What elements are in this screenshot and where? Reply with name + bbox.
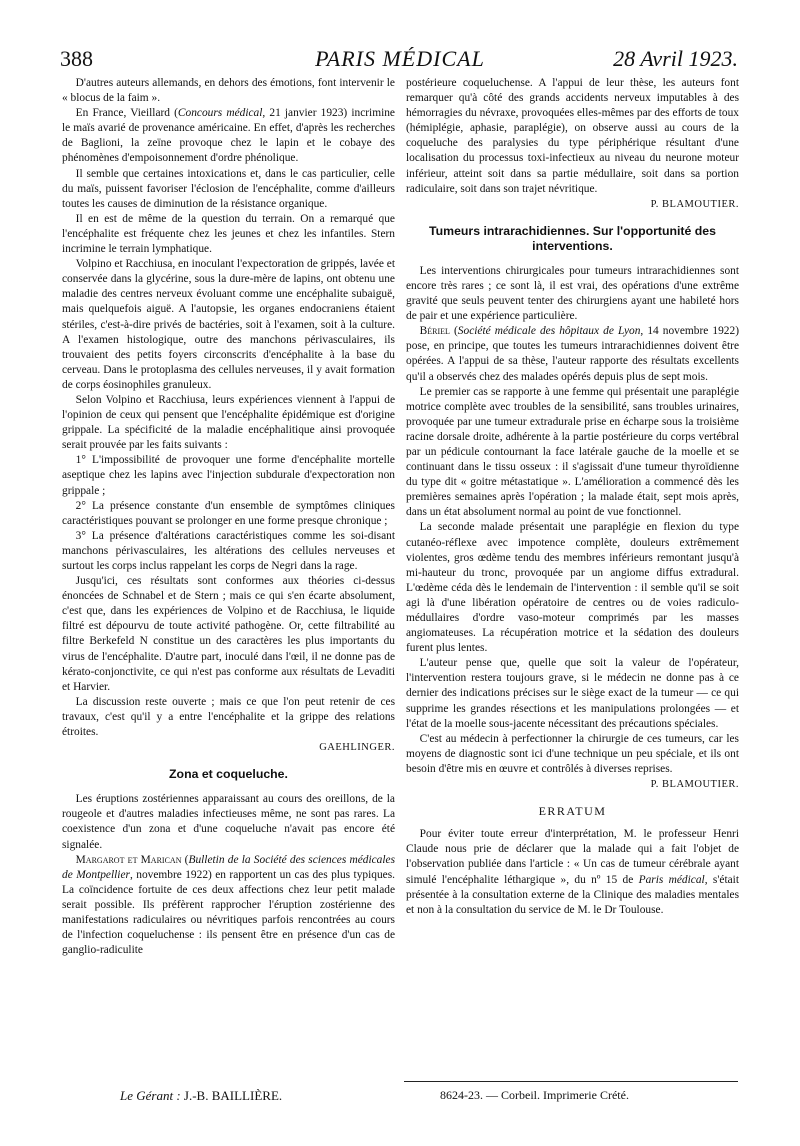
paragraph: Les éruptions zostériennes apparaissant au cours des oreillons, de la rougeole et d'autres maladies infectieuses même, ne sont pas rares. La coexistence d'un zona et d'une coqueluche n'avait pas encore été signalée. bbox=[62, 793, 395, 851]
paragraph: La discussion reste ouverte ; mais ce que l'on peut retenir de ces travaux, c'est qu'il y a entre l'encéphalite et la grippe des relations étroites. bbox=[62, 695, 395, 739]
section-heading-tumeurs: Tumeurs intrarachidiennes. Sur l'opportunité des interventions. bbox=[429, 223, 716, 253]
paragraph: Selon Volpino et Racchiusa, leurs expériences viennent à l'appui de l'opinion de ceux qui pensent que l'encéphalite épidémique est d'origine grippale. La spécificité de la maladie encéphalitique ainsi provoquée serait prouvée par les faits suivants : bbox=[62, 393, 395, 452]
paragraph: Les interventions chirurgicales pour tumeurs intrarachidiennes sont encore très rares ; ce sont là, il est vrai, des opérations d'une extrême gravité que seuls peuvent tenter des chirurgiens ayant une habileté hors de pair et une expérience particulière. bbox=[406, 264, 739, 323]
list-item: 3° La présence d'altérations caractéristiques comme les soi-disant manchons périvasculaires, les altérations des cellules nerveuses et surtout les corps inclus rappelant les corps de Negri dans la rage. bbox=[62, 529, 395, 572]
paragraph: En France, Vieillard (Concours médical, 21 janvier 1923) incrimine le maïs avarié de provenance américaine. En effet, d'après les recherches de Baglioni, la zeïne provoque chez le lapin et le cobaye des phénomènes d'empoisonnement d'ordre phénolique. bbox=[62, 107, 395, 165]
author-signature: P. BLAMOUTIER. bbox=[650, 779, 739, 791]
paragraph: D'autres auteurs allemands, en dehors des émotions, font intervenir le « blocus de la faim ». bbox=[62, 77, 395, 105]
paragraph: Il semble que certaines intoxications et, dans le cas particulier, celle du maïs, puissent favoriser l'éclosion de l'encéphalite, comme d'ailleurs toutes les causes de diminution de la résistance organique. bbox=[62, 167, 395, 210]
paragraph: Pour éviter toute erreur d'interprétation, M. le professeur Henri Claude nous prie de déclarer que la malade qui a fait l'objet de l'observation publiée dans l'article : « Un cas de tumeur cérébrale ayant simulé l'encéphalite léthargique », du nº 15 de Paris médical, s'était présentée à la consultation externe de la Clinique des maladies mentales et non à la consultation du service de M. le Dr Toulouse. bbox=[406, 828, 739, 916]
list-item: 1° L'impossibilité de provoquer une forme d'encéphalite mortelle aseptique chez les lapins avec l'injection subdurale d'expectoration non grippale ; bbox=[62, 454, 395, 497]
section-heading-erratum: ERRATUM bbox=[538, 804, 607, 819]
author-signature: GAEHLINGER. bbox=[319, 742, 395, 754]
paragraph: Il en est de même de la question du terrain. On a remarqué que l'encéphalite est fréquente chez les jeunes et chez les infantiles. Stern incrimine le terrain lymphatique. bbox=[62, 212, 395, 256]
issue-date: 28 Avril 1923. bbox=[613, 46, 738, 71]
section-heading-zona: Zona et coqueluche. bbox=[169, 767, 288, 782]
paragraph: Bériel (Société médicale des hôpitaux de Lyon, 14 novembre 1922) pose, en principe, que toutes les tumeurs intrarachidiennes doivent être opérées. A l'appui de sa thèse, l'auteur rapporte des résultats excellents qu'il a observés chez des malades opérés depuis plus de sept mois. bbox=[406, 325, 739, 383]
paragraph: Jusqu'ici, ces résultats sont conformes aux théories ci-dessus énoncées de Schnabel et de Stern ; mais ce qui s'en écarte absolument, c'est que, dans les expériences de Volpino et de Racchiusa, le liquide filtré est dépourvu de toute activité pathogène. Or, cette filtrabilité au filtre Berkefeld N constitue un des caractères les plus importants du virus de l'encéphalite. D'autre part, inoculé dans l'œil, il ne donne pas de kérato-conjonctivite, ce qui n'est pas conforme aux résultats de Levaditi et Harvier. bbox=[62, 575, 395, 693]
footer-gerant: Le Gérant : J.-B. BAILLIÈRE. bbox=[120, 1088, 283, 1103]
journal-title: PARIS MÉDICAL bbox=[315, 46, 485, 71]
footer-printer: 8624-23. — Corbeil. Imprimerie Crété. bbox=[440, 1088, 629, 1102]
paragraph: postérieure coqueluchense. A l'appui de leur thèse, les auteurs font remarquer qu'à côté des grands accidents nerveux imputables à des hémorragies du névraxe, provoquées elles-mêmes par des efforts de toux (hémiplégie, aphasie, paraplégie), on observe aussi au cours de la coqueluche des paralysies du type périphérique résultant d'une localisation du processus toxi-infectieux au niveau du neurone moteur inférieur, atteint soit dans sa partie médullaire, soit dans sa portion radiculaire, soit dans son trajet névritique. bbox=[406, 77, 739, 195]
list-item: 2° La présence constante d'un ensemble de symptômes cliniques caractéristiques pouvant se prolonger en une forme presque chronique ; bbox=[62, 499, 395, 527]
paragraph: Volpino et Racchiusa, en inoculant l'expectoration de grippés, lavée et conservée dans la glycérine, sous la dure-mère de lapins, ont obtenu une maladie des centres nerveux évoluant comme une encéphalite subaiguë, mais quelquefois aiguë. A l'autopsie, les organes endocraniens étaient stériles, c'est-à-dire privés de bactéries, soit à l'examen, soit à la culture. A l'examen histologique, outre des manchons périvasculaires, ils trouvaient des petits foyers circonscrits d'encéphalite à la base du cerveau. Dans le protoplasma des cellules nerveuses, il y avait formation de corps éosinophiles granuleux. bbox=[62, 258, 395, 391]
paragraph: Margarot et Marican (Bulletin de la Société des sciences médicales de Montpellier, novembre 1922) en rapportent un cas des plus typiques. La coïncidence fortuite de ces deux affections chez leur petit malade serait possible. Ils préfèrent rapprocher l'éruption zostérienne des manifestations radiculaires ou névritiques parfois rencontrées au cours de l'infection coqueluchense : ils pensent être en présence d'un cas de ganglio-radiculite bbox=[62, 853, 396, 957]
left-column bbox=[62, 76, 395, 958]
paragraph: L'auteur pense que, quelle que soit la valeur de l'opérateur, l'intervention restera toujours grave, si le médecin ne donne pas à ce dernier des indications précises sur le siège exact de la tumeur — ce qui supprime les grandes résections et les manipulations prolongées — et l'état de la moelle sous-jacente nécessitant des précautions spéciales. bbox=[406, 657, 739, 730]
paragraph: La seconde malade présentait une paraplégie en flexion du type cutanéo-réflexe avec impotence complète, douleurs extrêmement violentes, gros œdème tendu des membres inférieurs remontant jusqu'à mi-hauteur du tronc, provoquée par un angiome diffus extradural. L'œdème céda dès le lendemain de l'intervention : il semble qu'il se soit agi là d'une libération opératoire de centres ou de voies radiculo-médullaires d'ordre vaso-moteur comprimés par les masses angiomateuses. La récupération motrice et la sédation des douleurs furent plus lentes. bbox=[406, 521, 739, 655]
right-column bbox=[406, 76, 739, 918]
page-number: 388 bbox=[60, 46, 93, 71]
paragraph: Le premier cas se rapporte à une femme qui présentait une paraplégie motrice complète avec troubles de la sensibilité, sans troubles urinaires, provoquée par une tumeur extradurale prise en écharpe sous la troisième racine dorsale droite, adhérente à la partie postérieure du corps vertébral par un pédicule contournant la face latérale gauche de la moelle et se continuant dans le tissu osseux : il s'agissait d'une tumeur thyroïdienne du type dit « goitre métastatique ». L'amélioration a commencé dès les premières semaines après l'opération ; la malade était, sept mois après, dans un état absolument normal au point de vue fonctionnel. bbox=[406, 385, 739, 519]
author-signature: P. BLAMOUTIER. bbox=[650, 198, 739, 210]
paragraph: C'est au médecin à perfectionner la chirurgie de ces tumeurs, car les moyens de diagnostic sont ici d'une technique un peu spéciale, et ils ont besoin d'être mis en œuvre et contrôlés à diverses reprises. bbox=[406, 732, 739, 775]
footer-divider bbox=[404, 1081, 738, 1082]
